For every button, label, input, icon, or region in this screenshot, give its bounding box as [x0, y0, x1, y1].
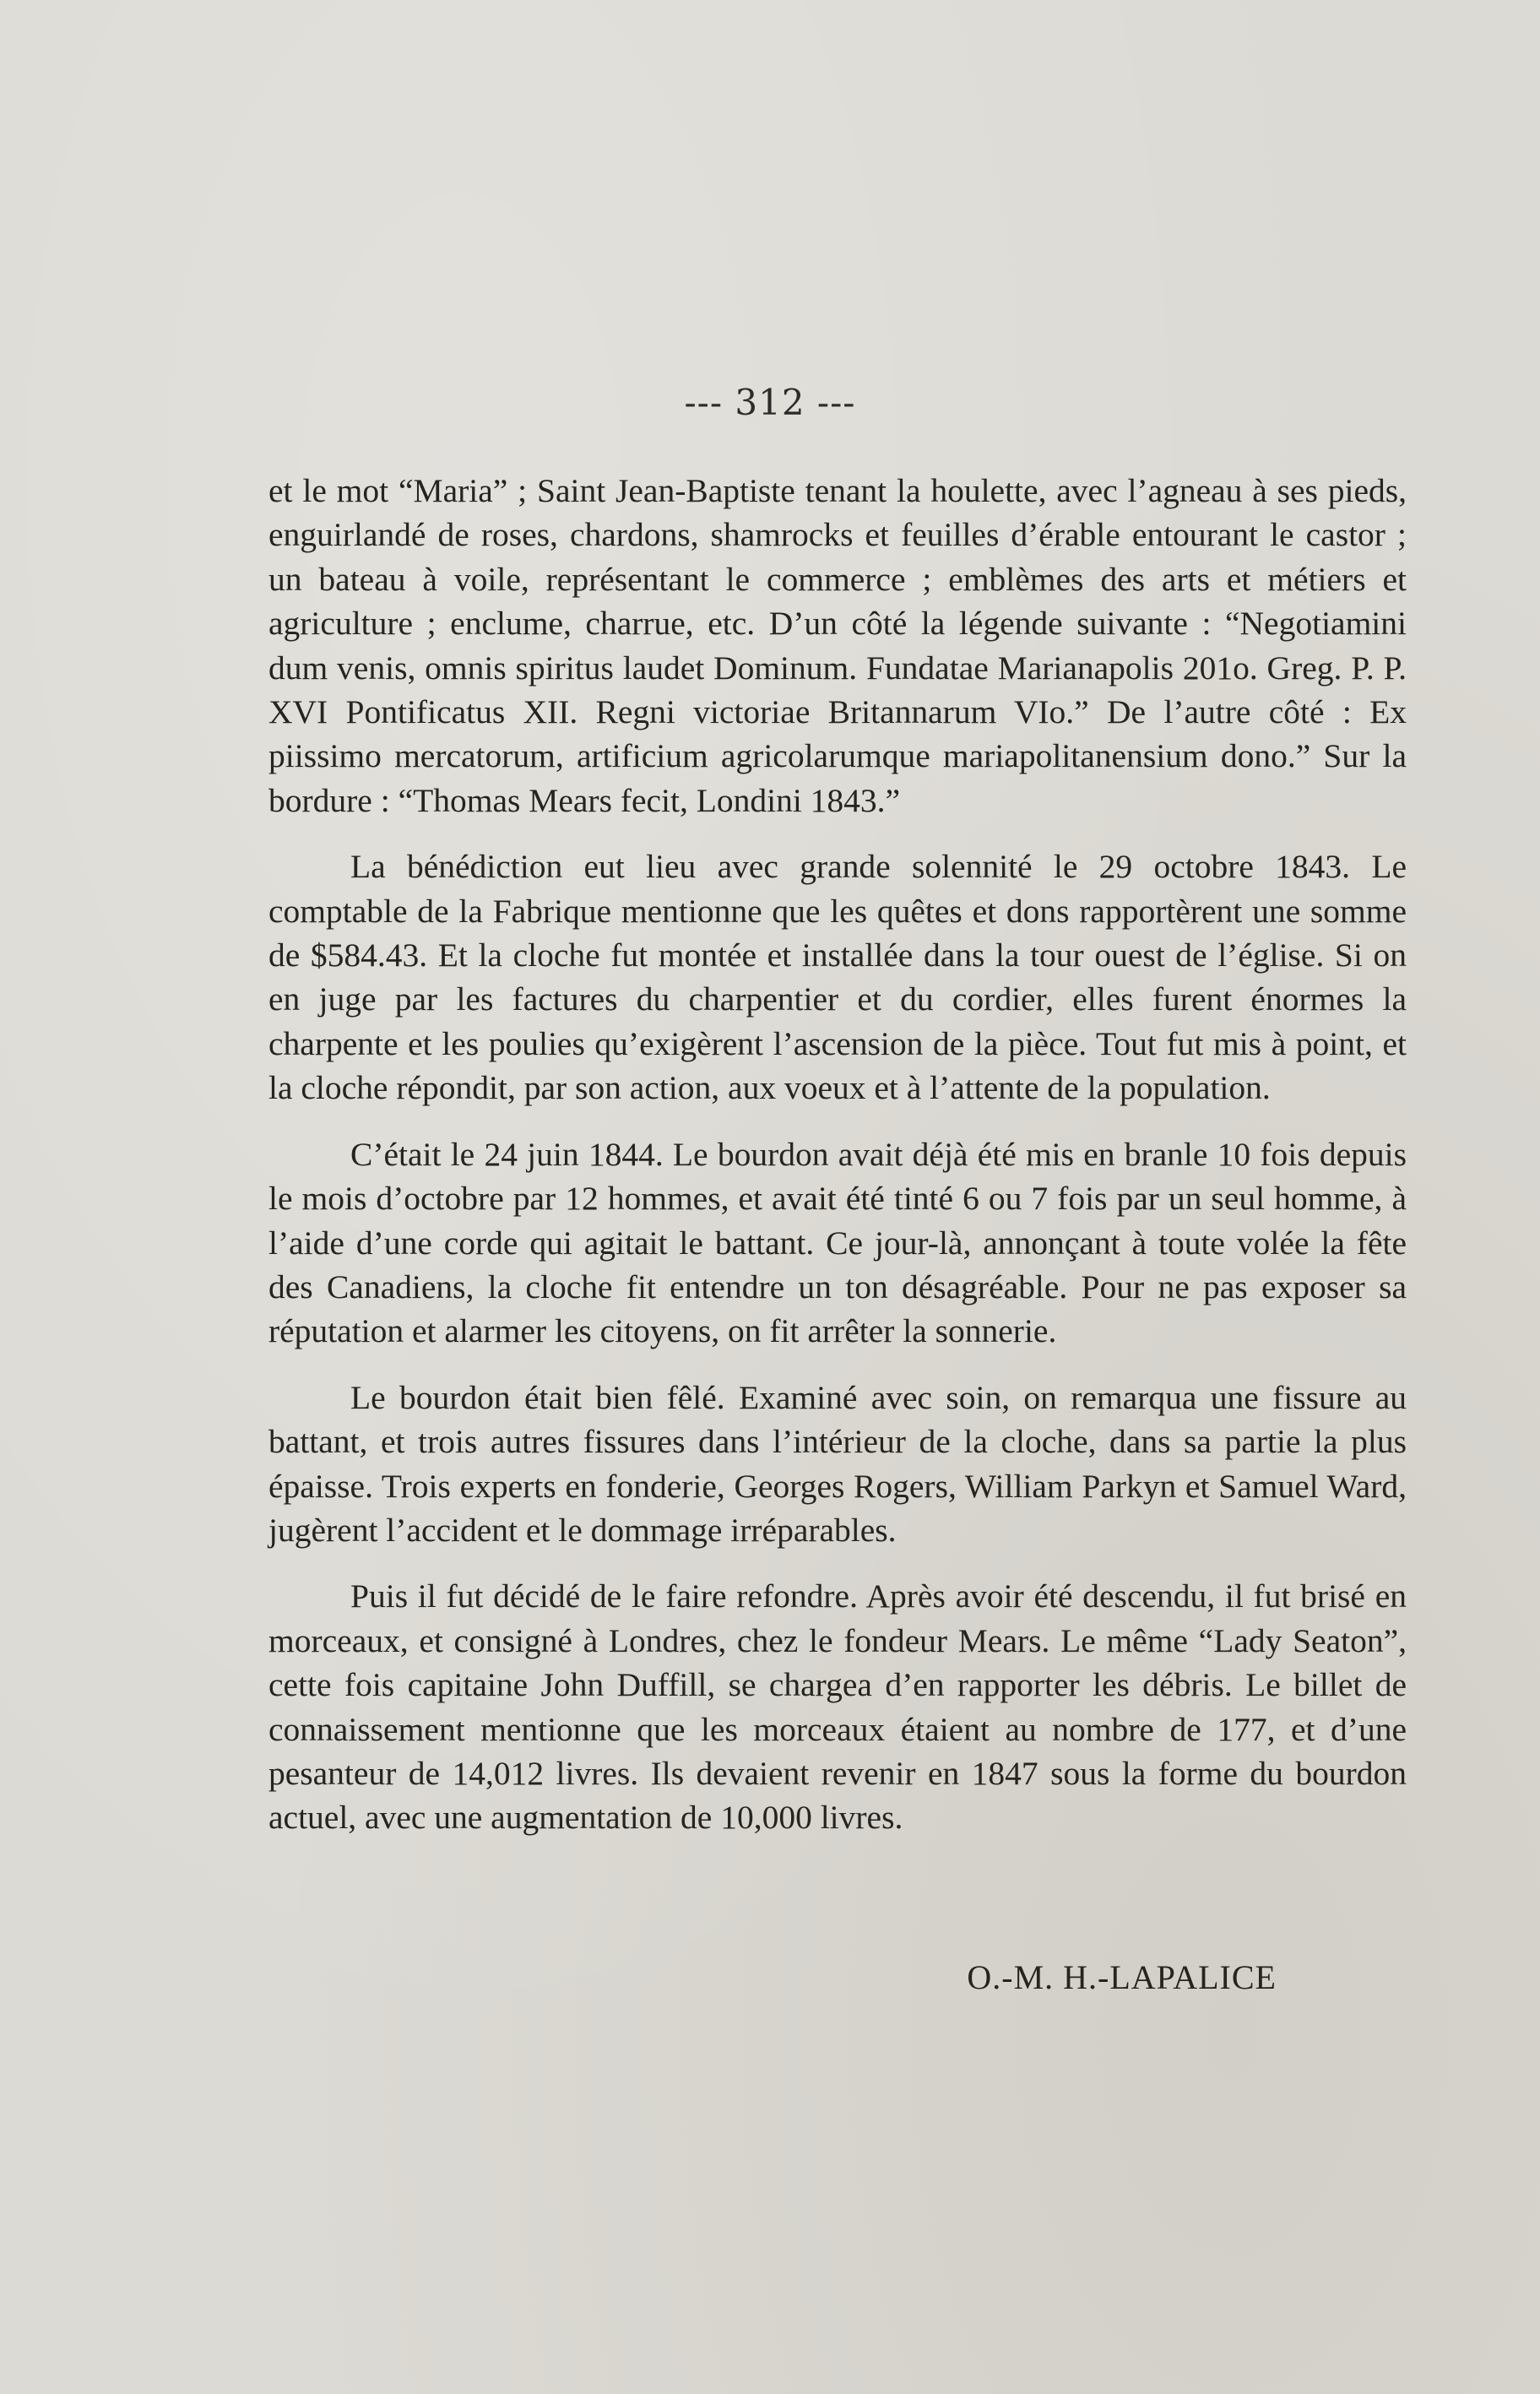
paragraph-benediction: La bénédiction eut lieu avec grande solennité le 29 octobre 1843. Le comptable de la Fabrique mentionne que les quêtes et dons rapportèrent une somme de $584.43. Et la cloche fut montée et installée dans la tour ouest de l’église. Si on en juge par les factures du charpentier et du cordier, elles furent énormes la charpente et les poulies qu’exigèrent l’ascension de la pièce. Tout fut mis à point, et la cloche répondit, par son action, aux voeux et à l’attente de la population. [268, 848, 1407, 1107]
article-body [268, 469, 1407, 1840]
author-signature: O.-M. H.-LAPALICE [967, 1958, 1277, 1996]
paragraph-recasting: Puis il fut décidé de le faire refondre. Après avoir été descendu, il fut brisé en morceaux, et consigné à Londres, chez le fondeur Mears. Le même “Lady Seaton”, cette fois capitaine John Duffill, se chargea d’en rapporter les débris. Le billet de connaissement mentionne que les morceaux étaient au nombre de 177, et d’une pesanteur de 14,012 livres. Ils devaient revenir en 1847 sous la forme du bourdon actuel, avec une augmentation de 10,000 livres. [268, 1577, 1407, 1837]
paragraph-june-1844: C’était le 24 juin 1844. Le bourdon avait déjà été mis en branle 10 fois depuis le mois d’octobre par 12 hommes, et avait été tinté 6 ou 7 fois par un seul homme, à l’aide d’une corde qui agitait le battant. Ce jour-là, annonçant à toute volée la fête des Canadiens, la cloche fit entendre un ton désagréable. Pour ne pas exposer sa réputation et alarmer les citoyens, on fit arrêter la sonnerie. [268, 1135, 1407, 1350]
paragraph-continuation: et le mot “Maria” ; Saint Jean-Baptiste tenant la houlette, avec l’agneau à ses pieds, enguirlandé de roses, chardons, shamrocks et feuilles d’érable entourant le castor ; un bateau à voile, représentant le commerce ; emblèmes des arts et métiers et agriculture ; enclume, charrue, etc. D’un côté la légende suivante : “Negotiamini dum venis, omnis spiritus laudet Dominum. Fundatae Marianapolis 201o. Greg. P. P. XVI Pontificatus XII. Regni victoriae Britannarum VIo.” De l’autre côté : Ex piissimo mercatorum, artificium agricolarumque mariapolitanensium dono.” Sur la bordure : “Thomas Mears fecit, Londini 1843.” [268, 472, 1407, 819]
paragraph-cracked-bell: Le bourdon était bien fêlé. Examiné avec soin, on remarqua une fissure au battant, et trois autres fissures dans l’intérieur de la cloche, dans sa partie la plus épaisse. Trois experts en fonderie, Georges Rogers, William Parkyn et Samuel Ward, jugèrent l’accident et le dommage irréparables. [268, 1378, 1407, 1549]
page-number: --- 312 --- [684, 382, 856, 423]
